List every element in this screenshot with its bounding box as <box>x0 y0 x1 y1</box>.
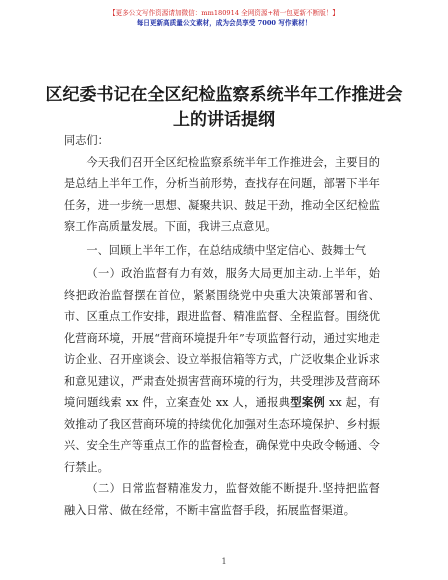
paragraph-daily-supervision: （二）日常监督精准发力，监督效能不断提升.坚持把监督融入日常、做在经常，不断丰富监督手段，拓展监督渠道。 <box>64 482 380 517</box>
paragraph-text-part: xx 起，有效推动了我区营商环境的持续优化加强对生态环境保护、乡村振兴、安全生产等重点工作的监督检查，确保党中央政令畅通、令行禁止。 <box>64 396 380 474</box>
page-number: 1 <box>221 557 227 566</box>
paragraph-political-supervision <box>64 263 380 478</box>
document-body <box>64 130 380 521</box>
paragraph-text-part: （一）政治监督有力有效，服务大局更加主动.上半年，始终把政治监督摆在首位，紧紧围绕党中央重大决策部署和省、市、区重点工作安排，跟进监督、精准监督、全程监督。围绕优化营商环境，开展“营商环境提升年”专项监督行动，通过实地走访企业、召开座谈会、设立举报信箱等方式，广泛收集企业诉求和意见建议，严肃查处损害营商环境的行为，共受理涉及营商环境问题线索 xx 件，立案查处 xx 人，通报典 <box>64 267 380 409</box>
salutation: 同志们： <box>64 134 109 147</box>
section-heading-1: 一、回顾上半年工作，在总结成绩中坚定信心、鼓舞士气 <box>86 243 367 257</box>
intro-paragraph: 今天我们召开全区纪检监察系统半年工作推进会，主要目的是总结上半年工作，分析当前形势，查找存在问题，部署下半年任务，进一步统一思想、凝聚共识、鼓足干劲，推动全区纪检监察工作高质量发展。下面，我讲三点意见。 <box>64 155 380 233</box>
banner-line-promo: 【更多公文写作资源请加微信：mm180914 全网资源+精一包更新不断版！】 <box>109 9 339 17</box>
document-title: 区纪委书记在全区纪检监察系统半年工作推进会上的讲话提纲 <box>45 85 403 130</box>
header-banner <box>0 8 448 28</box>
banner-line-membership: 每日更新高质量公文素材，成为会员享受 7000 写作素材！ <box>136 19 312 27</box>
bold-text: 型案例 <box>290 395 326 409</box>
